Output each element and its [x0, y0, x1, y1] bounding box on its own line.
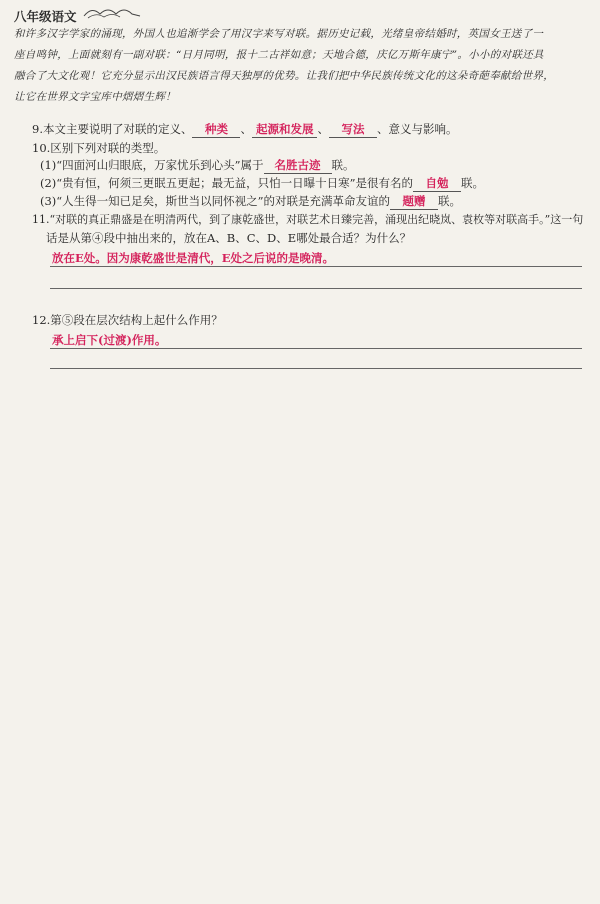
answer-line	[50, 288, 582, 289]
header-title: 八年级语文	[14, 9, 77, 24]
question-10-1: (1)“四面河山归眼底，万家忧乐到心头”属于 名胜古迹 联。	[40, 158, 355, 172]
q10-3-answer: 题赠	[390, 193, 438, 210]
q10-1-answer: 名胜古迹	[264, 157, 332, 174]
answer-line	[50, 266, 582, 267]
intro-line-3: 融合了大文化观！它充分显示出汉民族语言得天独厚的优势。让我们把中华民族传统文化的这朵奇葩奉献给世界，	[14, 70, 554, 82]
question-9: 9.本文主要说明了对联的定义、 种类 、 起源和发展 、 写法 、意义与影响。	[32, 122, 458, 136]
question-10-3: (3)“人生得一知已足矣，斯世当以同怀视之”的对联是充满革命友谊的 题赠 联。	[40, 194, 462, 208]
question-11-answer: 放在E处。因为康乾盛世是清代，E处之后说的是晚清。	[52, 251, 335, 265]
q9-answer-3: 写法	[329, 121, 377, 138]
question-10-2: (2)“贵有恒，何须三更眠五更起；最无益，只怕一日曝十日寒”是很有名的 自勉 联。	[40, 176, 485, 190]
question-10-stem: 10.区别下列对联的类型。	[32, 141, 166, 155]
cloud-ornament-icon	[82, 4, 142, 20]
intro-line-1: 和许多汉字学家的涌现，外国人也追渐学会了用汉字来写对联。据历史记载，光绪皇帝结婚时，英国女王送了一	[14, 28, 544, 40]
question-12-answer: 承上启下(过渡)作用。	[52, 333, 167, 347]
answer-line	[50, 368, 582, 369]
question-11-line-2: 话是从第④段中抽出来的，放在A、B、C、D、E哪处最合适？为什么？	[46, 231, 412, 245]
q10-2-answer: 自勉	[413, 175, 461, 192]
intro-line-4: 让它在世界文字宝库中熠熠生辉！	[14, 91, 176, 103]
question-11-line-1: 11.“对联的真正鼎盛是在明清两代，到了康乾盛世，对联艺术日臻完善，涌现出纪晓岚、袁枚等对联高手。”这一句	[32, 213, 584, 226]
question-12-stem: 12.第⑤段在层次结构上起什么作用？	[32, 313, 223, 327]
q9-answer-2: 起源和发展	[252, 121, 318, 138]
q9-answer-1: 种类	[192, 121, 240, 138]
intro-line-2: 座自鸣钟，上面就刻有一副对联：“日月同明，报十二古祥如意；天地合德，庆亿万斯年康宁”。小小的对联还具	[14, 49, 544, 61]
answer-line	[50, 348, 582, 349]
